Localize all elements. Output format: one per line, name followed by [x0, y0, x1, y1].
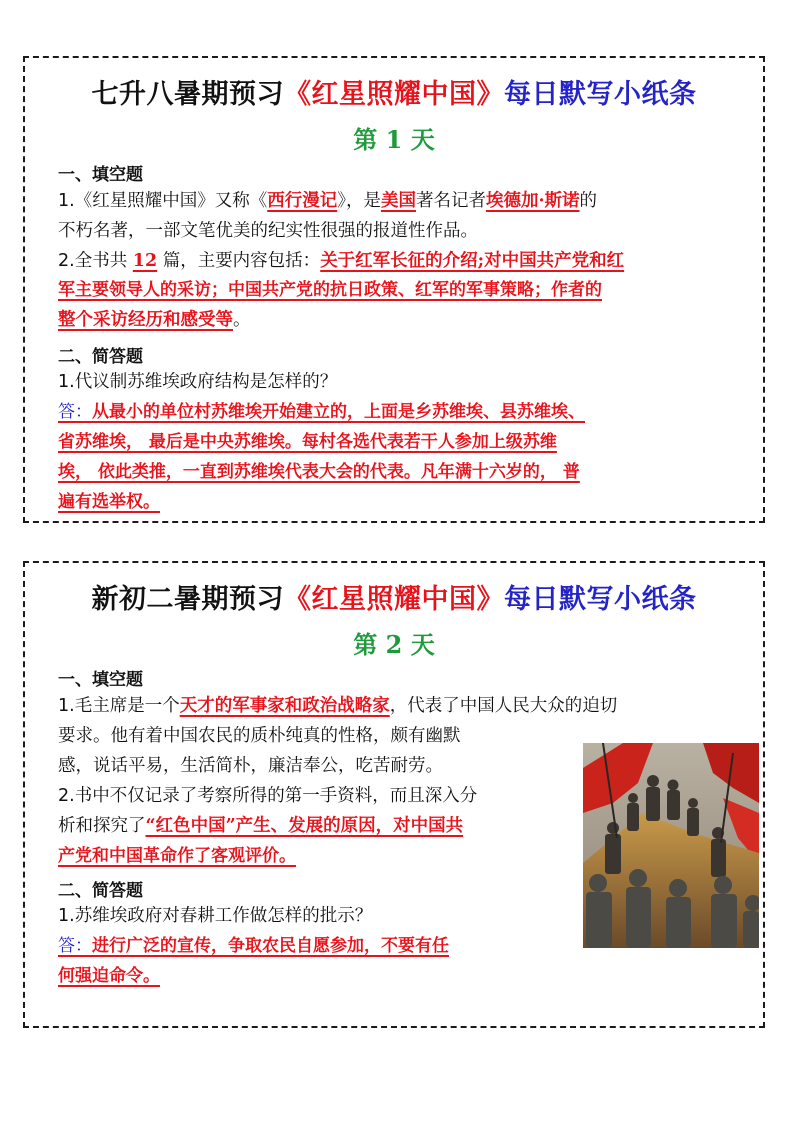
day-label: 第 2 天 [353, 630, 435, 659]
fill-question-2-line-2: 军主要领导人的采访；中国共产党的抗日政策、红军的军事策略；作者的 [58, 280, 602, 300]
answer-label: 答： [58, 936, 92, 956]
short-answer-1-line-1 [58, 933, 449, 959]
text: 著名记者 [415, 191, 486, 211]
answer: 从最小的单位村苏维埃开始建立的，上面是乡苏维埃、县苏维埃、 [92, 402, 585, 422]
day-label: 第 1 天 [353, 125, 435, 154]
title-suffix: 每日默写小纸条 [504, 79, 697, 110]
answer: 天才的军事家和政治战略家 [179, 696, 390, 716]
short-answer-1-line-3: 埃， 依此类推，一直到苏维埃代表大会的代表。凡年满十六岁的， 普 [58, 462, 580, 482]
card-title [25, 577, 763, 616]
fill-question-2-line-3 [58, 307, 251, 333]
answer: 进行广泛的宣传，争取农民自愿参加，不要有任 [92, 936, 449, 956]
title-book: 《红星照耀中国》 [284, 79, 504, 110]
text: 1.毛主席是一个 [58, 696, 180, 716]
text: 篇，主要内容包括： [157, 251, 321, 271]
fill-question-2 [58, 248, 624, 274]
fill-question-1-line-2: 要求。他有着中国农民的质朴纯真的性格，颇有幽默 [58, 726, 461, 746]
fill-question-1-line-2: 不朽名著，一部文笔优美的纪实性很强的报道性作品。 [58, 221, 478, 241]
note-card-day-1 [23, 56, 765, 523]
fill-question-2-line-2 [58, 813, 463, 839]
text: 1.《红星照耀中国》又称《 [58, 191, 268, 211]
fill-question-1 [58, 188, 597, 214]
title-suffix: 每日默写小纸条 [504, 584, 697, 615]
answer: 美国 [380, 191, 416, 211]
short-answer-heading: 二、简答题 [58, 881, 143, 901]
text: 析和探究了 [58, 816, 146, 836]
fill-blank-heading: 一、填空题 [58, 165, 143, 185]
text: 2.全书共 [58, 251, 133, 271]
fill-question-2: 2.书中不仅记录了考察所得的第一手资料，而且深入分 [58, 786, 478, 806]
fill-question-2-line-3: 产党和中国革命作了客观评价。 [58, 846, 296, 866]
note-card-day-2 [23, 561, 765, 1028]
short-answer-1-line-2: 省苏维埃， 最后是中央苏维埃。每村各选代表若干人参加上级苏维 [58, 432, 557, 452]
text: 。 [233, 310, 251, 330]
short-question-1: 1.苏维埃政府对春耕工作做怎样的批示？ [58, 906, 373, 926]
answer: “红色中国”产生、发展的原因，对中国共 [145, 816, 464, 836]
fill-blank-heading: 一、填空题 [58, 670, 143, 690]
card-title [25, 72, 763, 111]
title-book: 《红星照耀中国》 [284, 584, 504, 615]
text: 》，是 [337, 191, 381, 211]
title-prefix: 新初二暑期预习 [91, 584, 284, 615]
short-answer-heading: 二、简答题 [58, 347, 143, 367]
short-answer-1-line-2: 何强迫命令。 [58, 966, 160, 986]
answer: 关于红军长征的介绍;对中国共产党和红 [320, 251, 625, 271]
short-answer-1-line-1 [58, 399, 585, 425]
red-army-painting-image [583, 743, 759, 948]
answer: 12 [132, 251, 158, 271]
answer: 西行漫记 [267, 191, 338, 211]
fill-question-1 [58, 693, 617, 719]
answer-label: 答： [58, 402, 92, 422]
answer: 整个采访经历和感受等 [58, 310, 233, 330]
text: 的 [579, 191, 598, 211]
short-answer-1-line-4: 遍有选举权。 [58, 492, 160, 512]
fill-question-1-line-3: 感，说话平易，生活简朴，廉洁奉公，吃苦耐劳。 [58, 756, 443, 776]
text: ，代表了中国人民大众的迫切 [389, 696, 618, 716]
answer: 埃德加·斯诺 [485, 191, 580, 211]
title-prefix: 七升八暑期预习 [91, 79, 284, 110]
short-question-1: 1.代议制苏维埃政府结构是怎样的？ [58, 372, 338, 392]
